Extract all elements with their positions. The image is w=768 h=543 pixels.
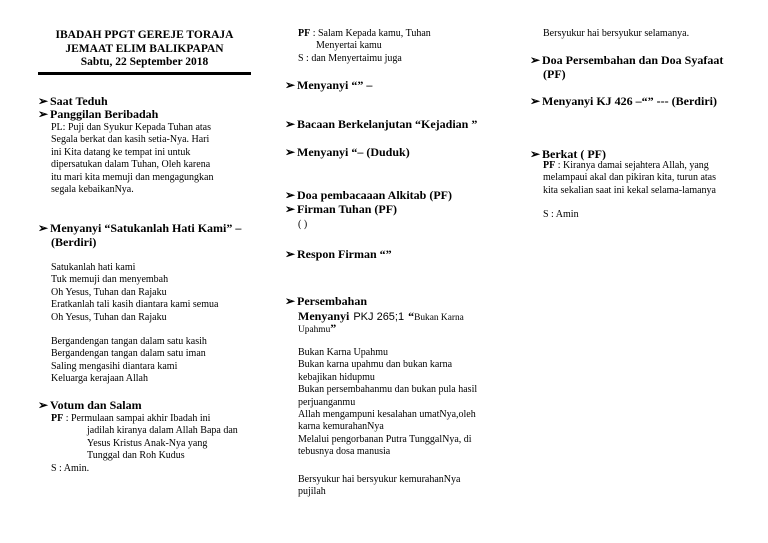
menyanyi-4-line2: Upahmu” [298, 321, 337, 335]
header-rule [38, 72, 251, 75]
col3-top-line: Bersyukur hai bersyukur selamanya. [543, 28, 690, 39]
votum-pf: PF : Permulaan sampai akhir Ibadah ini jadilah kiranya dalam Allah Bapa dan Yesus Kristus Anak-Nya yang Tunggal dan Roh Kudus S : Amin. [51, 413, 238, 474]
berkat-pf: PF : Kiranya damai sejahtera Allah, yang melampaui akal dan pikiran kita, turun atas kita sekalian saat ini kekal selama-lamanya [543, 160, 716, 196]
arrow-icon: ➢ [38, 94, 49, 108]
heading-saat-teduh: ➢ Saat Teduh [38, 94, 108, 108]
heading-doa-persembahan: ➢ Doa Persembahan dan Doa Syafaat [530, 53, 724, 67]
lagu-1: Satukanlah hati kami Tuk memuji dan menyembah Oh Yesus, Tuhan dan Rajaku Eratkanlah tali kasih diantara kami semua Oh Yesus, Tuhan dan Rajaku [51, 262, 219, 323]
lagu-persembahan: Bukan Karna Upahmu Bukan karna upahmu dan bukan karna kebajikan hidupmu Bukan persembahanmu dan bukan pula hasil perjuanganmu Allah mengampuni kesalahan umatNya,oleh karna kemurahanNya Melalui pengorbanan Putra TunggalNya, di tebusnya dosa manusia [298, 347, 478, 458]
heading-respon: ➢ Respon Firman “” [285, 247, 392, 261]
arrow-icon: ➢ [285, 117, 296, 131]
heading-doa-alkitab: ➢ Doa pembacaaan Alkitab (PF) [285, 188, 453, 202]
heading-bacaan: ➢ Bacaan Berkelanjutan “Kejadian ” [285, 117, 478, 131]
heading-menyanyi-2: ➢ Menyanyi “” – [285, 78, 373, 92]
heading-firman: ➢ Firman Tuhan (PF) [285, 202, 398, 216]
arrow-icon: ➢ [285, 78, 296, 92]
arrow-icon: ➢ [38, 398, 49, 412]
arrow-icon: ➢ [285, 294, 296, 308]
heading-panggilan: ➢ Panggilan Beribadah [38, 107, 159, 121]
menyanyi-4: Menyanyi PKJ 265;1 “Bukan Karna [298, 309, 464, 323]
arrow-icon: ➢ [530, 147, 541, 161]
header-title [38, 29, 251, 70]
berkat-s: S : Amin [543, 209, 579, 220]
heading-berkat: ➢ Berkat ( PF) [530, 147, 606, 161]
heading-votum: ➢ Votum dan Salam [38, 398, 142, 412]
heading-menyanyi-1-sub: (Berdiri) [51, 235, 97, 249]
heading-menyanyi-kj: ➢ Menyanyi KJ 426 –“” --- (Berdiri) [530, 94, 717, 108]
panggilan-text: PL: Puji dan Syukur Kepada Tuhan atas Segala berkat dan kasih setia-Nya. Hari ini Kita datang ke tempat ini untuk dipersatukan dalam Tuhan, Oleh karena itu mari kita memuji dan mengagungkan segala kebaikanNya. [51, 122, 214, 196]
salam-pf: PF : Salam Kepada kamu, Tuhan Menyertai kamu S : dan Menyertaimu juga [298, 28, 431, 64]
firman-ref: ( ) [298, 219, 308, 230]
lagu-persembahan-reff: Bersyukur hai bersyukur kemurahanNya pujilah [298, 474, 461, 498]
lagu-2: Bergandengan tangan dalam satu kasih Bergandengan tangan dalam satu iman Saling mengasihi diantara kami Keluarga kerajaan Allah [51, 336, 207, 385]
arrow-icon: ➢ [285, 202, 296, 216]
heading-doa-persembahan-sub: (PF) [543, 67, 566, 81]
arrow-icon: ➢ [530, 53, 541, 67]
arrow-icon: ➢ [530, 94, 541, 108]
arrow-icon: ➢ [38, 221, 49, 235]
header-line3: Sabtu, 22 September 2018 [80, 56, 209, 68]
heading-menyanyi-3: ➢ Menyanyi “– (Duduk) [285, 145, 410, 159]
arrow-icon: ➢ [285, 188, 296, 202]
arrow-icon: ➢ [285, 145, 296, 159]
header-line1: IBADAH PPGT GEREJE TORAJA [55, 29, 234, 41]
header-line2: JEMAAT ELIM BALIKPAPAN [65, 42, 224, 55]
arrow-icon: ➢ [38, 107, 49, 121]
heading-menyanyi-1: ➢ Menyanyi “Satukanlah Hati Kami” – [38, 221, 242, 235]
arrow-icon: ➢ [285, 247, 296, 261]
heading-persembahan: ➢ Persembahan [285, 294, 367, 308]
